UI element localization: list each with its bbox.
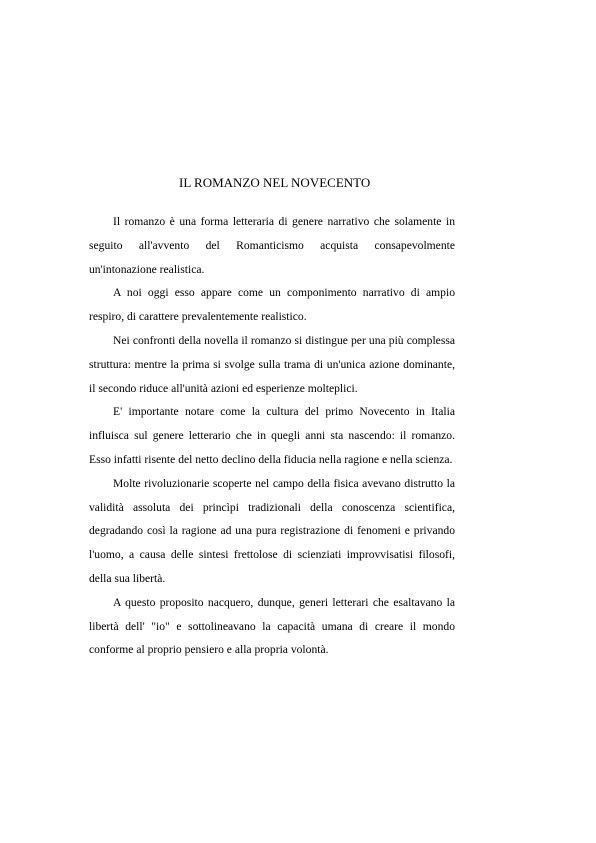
paragraph: A questo proposito nacquero, dunque, generi letterari che esaltavano la libertà dell' "io" e sottolineavano la capacità umana di creare il mondo conforme al proprio pensiero e alla propria volontà. xyxy=(89,595,455,657)
document-body xyxy=(89,210,455,662)
paragraph: Molte rivoluzionarie scoperte nel campo della fisica avevano distrutto la validità assoluta dei princìpi tradizionali della conoscenza scientifica, degradando così la ragione ad una pura registrazione di fenomeni e privando l'uomo, a causa delle sintesi frettolose di scienziati improvvisatisi filosofi, della sua libertà. xyxy=(89,476,455,585)
paragraph: Il romanzo è una forma letteraria di genere narrativo che solamente in seguito all'avvento del Romanticismo acquista consapevolmente un'intonazione realistica. xyxy=(89,215,455,276)
document-title: IL ROMANZO NEL NOVECENTO xyxy=(179,175,371,190)
paragraph: Nei confronti della novella il romanzo si distingue per una più complessa struttura: mentre la prima si svolge sulla trama di un'unica azione dominante, il secondo riduce all'unità azioni ed esperienze molteplici. xyxy=(89,333,455,395)
paragraph: E' importante notare come la cultura del primo Novecento in Italia influisca sul genere letterario che in quegli anni sta nascendo: il romanzo. Esso infatti risente del netto declino della fiducia nella ragione e nella scienza. xyxy=(89,405,455,466)
paragraph: A noi oggi esso appare come un componimento narrativo di ampio respiro, di carattere prevalentemente realistico. xyxy=(89,286,455,324)
